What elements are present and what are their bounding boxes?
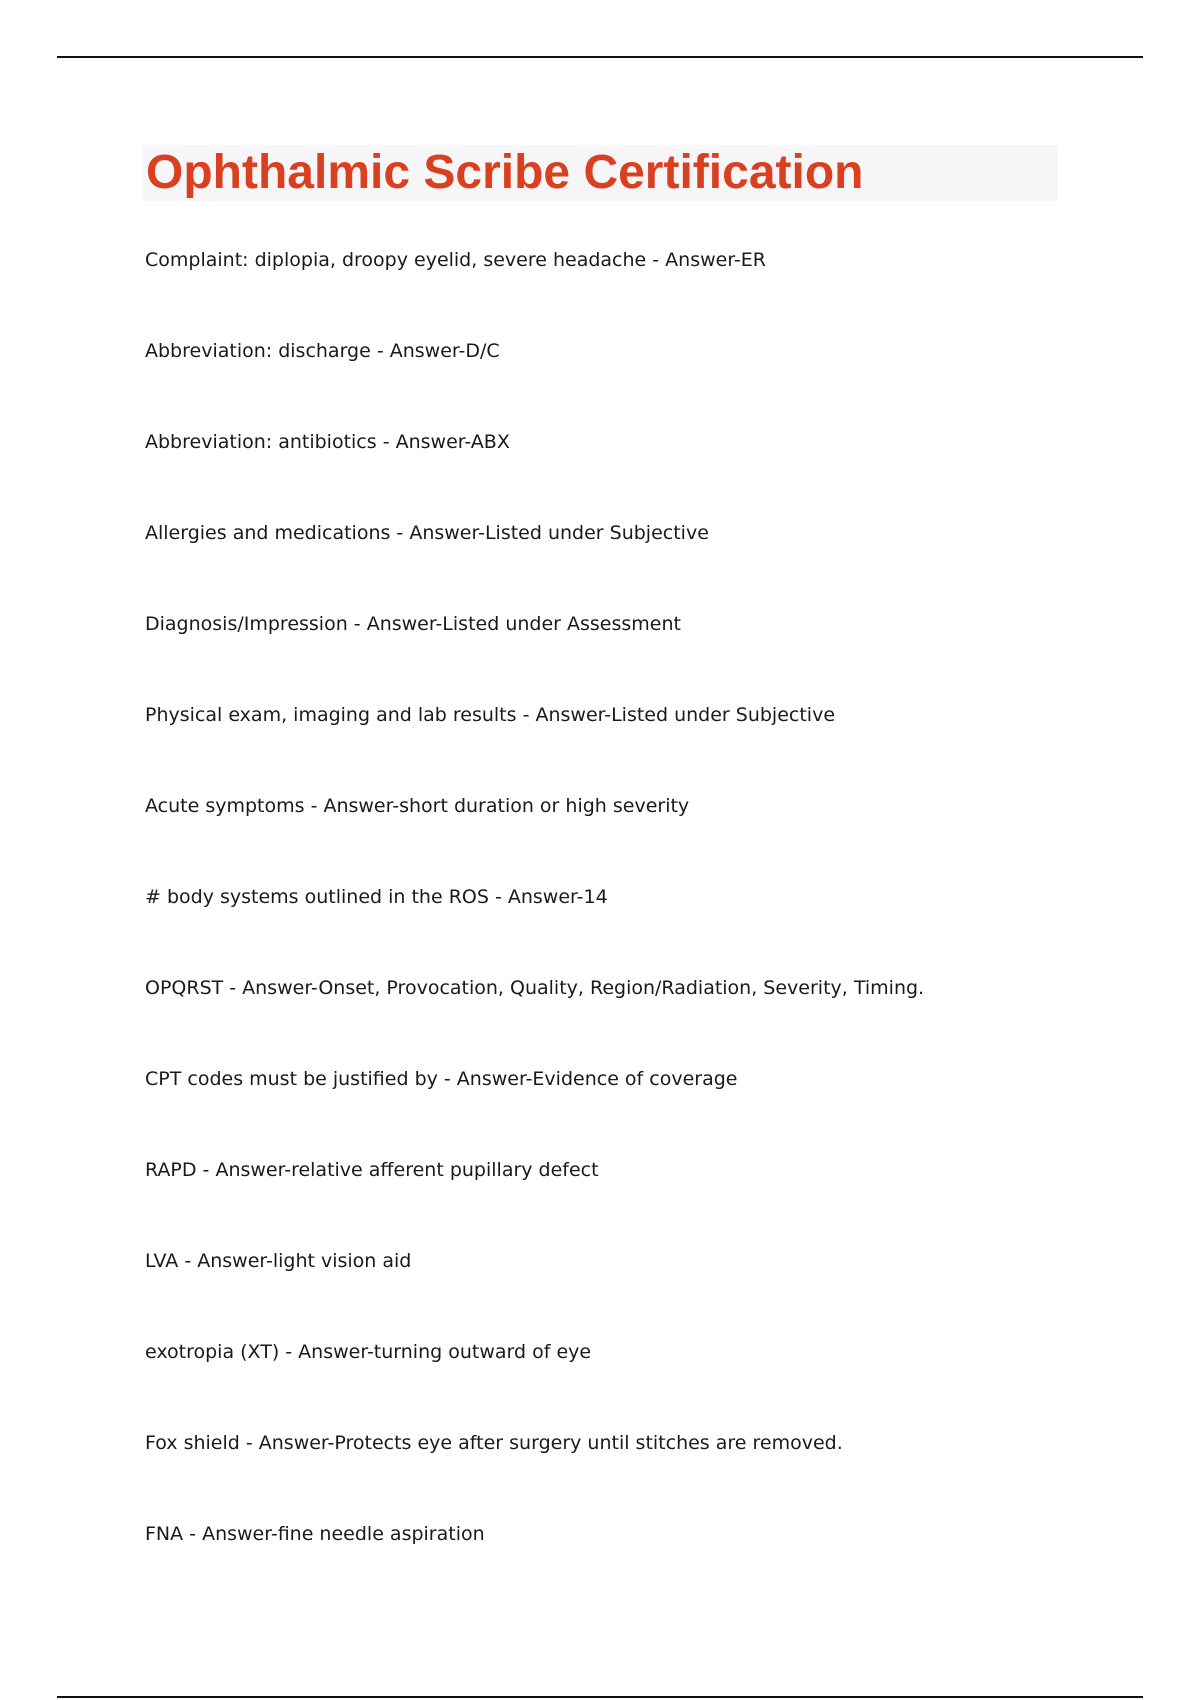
qa-item: OPQRST - Answer-Onset, Provocation, Quality, Region/Radiation, Severity, Timing. <box>145 977 925 999</box>
qa-item: Fox shield - Answer-Protects eye after surgery until stitches are removed. <box>145 1432 843 1454</box>
qa-item: CPT codes must be justified by - Answer-Evidence of coverage <box>145 1068 738 1090</box>
qa-item: Abbreviation: antibiotics - Answer-ABX <box>145 431 510 453</box>
bottom-divider <box>57 1696 1143 1698</box>
qa-item: # body systems outlined in the ROS - Answer-14 <box>145 886 608 908</box>
top-divider <box>57 56 1143 58</box>
qa-item: Diagnosis/Impression - Answer-Listed under Assessment <box>145 613 681 635</box>
qa-list <box>145 244 1105 1609</box>
qa-item: LVA - Answer-light vision aid <box>145 1250 412 1272</box>
qa-item: exotropia (XT) - Answer-turning outward of eye <box>145 1341 592 1363</box>
qa-item: FNA - Answer-fine needle aspiration <box>145 1523 485 1545</box>
qa-item: Complaint: diplopia, droopy eyelid, severe headache - Answer-ER <box>145 249 766 271</box>
document-title: Ophthalmic Scribe Certification <box>146 146 864 199</box>
qa-item: Physical exam, imaging and lab results - Answer-Listed under Subjective <box>145 704 836 726</box>
qa-item: RAPD - Answer-relative afferent pupillary defect <box>145 1159 599 1181</box>
qa-item: Allergies and medications - Answer-Listed under Subjective <box>145 522 709 544</box>
qa-item: Acute symptoms - Answer-short duration or high severity <box>145 795 690 817</box>
qa-item: Abbreviation: discharge - Answer-D/C <box>145 340 500 362</box>
